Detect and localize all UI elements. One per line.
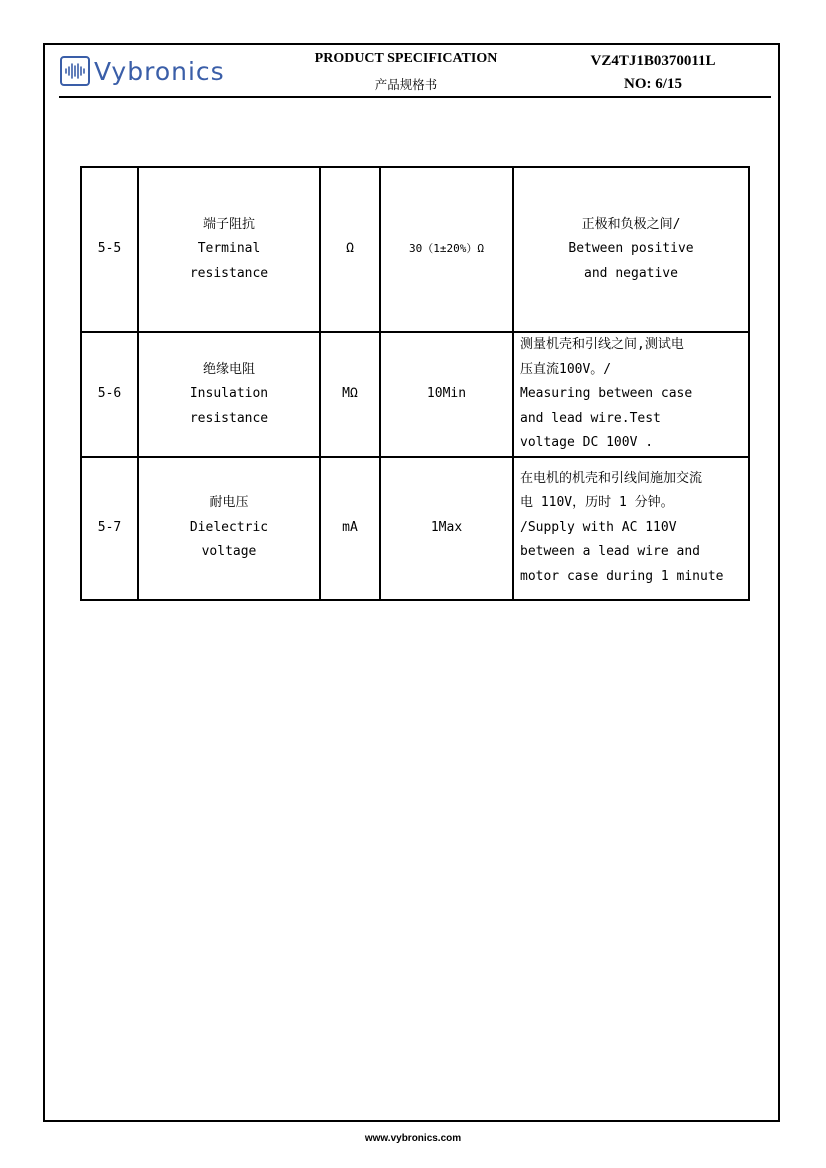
page-number: NO: 6/15 [624,76,682,92]
item-name-cn: 耐电压 [209,495,249,511]
item-id: 5-7 [81,457,138,600]
brand-logo [60,56,225,86]
item-id: 5-5 [81,167,138,332]
document-title: PRODUCT SPECIFICATION [314,51,498,66]
condition-line: 压直流100V。/ [520,361,612,377]
item-name [138,332,320,457]
item-unit: Ω [320,167,380,332]
item-name-cn: 端子阻抗 [202,216,255,232]
item-value: 30（1±20%）Ω [380,167,513,332]
item-name-en: Terminal [197,241,261,257]
item-id: 5-6 [81,332,138,457]
item-name-en: Dielectric [189,519,269,535]
condition-line: voltage DC 100V . [520,435,654,450]
condition-line: 测量机壳和引线之间,测试电 [520,337,684,352]
brand-name: Vybronics [94,56,225,86]
item-value: 1Max [380,457,513,600]
condition-line: Between positive [568,241,694,257]
item-condition [513,332,749,457]
condition-line: Measuring between case [520,386,693,401]
condition-line: 正极和负极之间/ [581,216,681,232]
item-name-cn: 绝缘电阻 [202,361,255,377]
condition-line: /Supply with AC 110V [520,519,677,535]
item-name-en: voltage [201,544,257,560]
table-row [81,457,749,600]
condition-line: and lead wire.Test [520,410,661,426]
spec-table [80,166,750,601]
vybronics-logo-icon [60,56,90,86]
condition-line: 电 110V，历时 1 分钟。 [520,495,674,511]
document-number: VZ4TJ1B0370011L [590,53,716,69]
condition-line: 在电机的机壳和引线间施加交流 [520,470,703,486]
item-name [138,167,320,332]
condition-line: and negative [584,265,678,281]
footer-website: www.vybronics.com [364,1133,462,1144]
table-row [81,167,749,332]
item-value: 10Min [380,332,513,457]
item-condition [513,457,749,600]
item-name-en: resistance [189,410,269,426]
table-row [81,332,749,457]
item-unit: MΩ [320,332,380,457]
item-unit: mA [320,457,380,600]
condition-line: motor case during 1 minute [520,568,724,584]
item-name-en: Insulation [189,386,269,401]
document-title-cn: 产品规格书 [374,77,438,92]
item-condition [513,167,749,332]
item-name-en: resistance [189,265,269,281]
header-divider [59,96,771,98]
condition-line: between a lead wire and [520,544,701,560]
item-name [138,457,320,600]
